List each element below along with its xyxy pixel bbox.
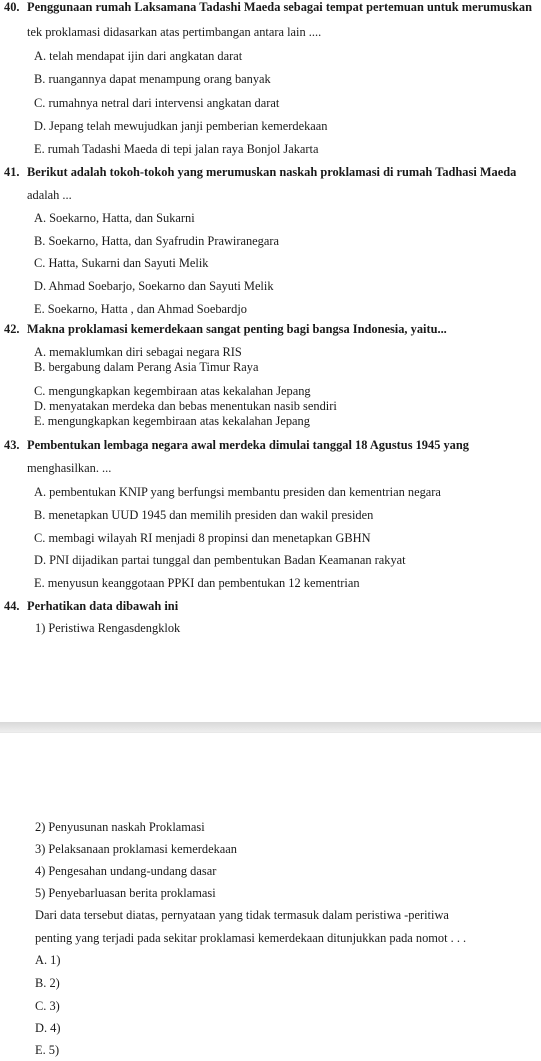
data-item: 2) Penyusunan naskah Proklamasi [35,820,205,834]
question-number: 43. [4,438,20,452]
option-b[interactable]: B. menetapkan UUD 1945 dan memilih presiden dan wakil presiden [34,508,374,522]
option-b[interactable]: B. 2) [35,976,60,990]
question-number: 41. [4,165,20,179]
option-c[interactable]: C. 3) [35,999,60,1013]
option-a[interactable]: A. 1) [35,953,61,967]
option-a[interactable]: A. pembentukan KNIP yang berfungsi membantu presiden dan kementrian negara [34,485,441,499]
option-b[interactable]: B. ruangannya dapat menampung orang banyak [34,72,271,86]
question-text: Makna proklamasi kemerdekaan sangat penting bagi bangsa Indonesia, yaitu... [27,322,447,336]
question-number: 40. [4,0,20,14]
option-a[interactable]: A. memaklumkan diri sebagai negara RIS [34,345,242,359]
option-a[interactable]: A. Soekarno, Hatta, dan Sukarni [34,211,195,225]
option-b[interactable]: B. bergabung dalam Perang Asia Timur Raya [34,360,259,374]
question-number: 44. [4,599,20,613]
question-number: 42. [4,322,20,336]
option-d[interactable]: D. Ahmad Soebarjo, Soekarno dan Sayuti Melik [34,279,274,293]
option-c[interactable]: C. rumahnya netral dari intervensi angkatan darat [34,96,280,110]
question-text: Penggunaan rumah Laksamana Tadashi Maeda sebagai tempat pertemuan untuk merumuskan [27,0,533,14]
option-c[interactable]: C. Hatta, Sukarni dan Sayuti Melik [34,256,209,270]
question-stem: penting yang terjadi pada sekitar proklamasi kemerdekaan ditunjukkan pada nomot . . . [35,931,467,945]
option-d[interactable]: D. Jepang telah mewujudkan janji pemberian kemerdekaan [34,119,328,133]
data-item: 5) Penyebarluasan berita proklamasi [35,886,216,900]
question-text: Pembentukan lembaga negara awal merdeka dimulai tanggal 18 Agustus 1945 yang [27,438,469,452]
question-text: Berikut adalah tokoh-tokoh yang merumuskan naskah proklamasi di rumah Tadhasi Maeda [27,165,517,179]
data-item: 1) Peristiwa Rengasdengklok [35,621,181,635]
option-c[interactable]: C. membagi wilayah RI menjadi 8 propinsi dan menetapkan GBHN [34,531,371,545]
option-e[interactable]: E. mengungkapkan kegembiraan atas kekalahan Jepang [34,414,310,428]
data-item: 4) Pengesahan undang-undang dasar [35,864,217,878]
option-b[interactable]: B. Soekarno, Hatta, dan Syafrudin Prawiranegara [34,234,279,248]
option-e[interactable]: E. Soekarno, Hatta , dan Ahmad Soebardjo [34,302,247,316]
option-a[interactable]: A. telah mendapat ijin dari angkatan darat [34,49,243,63]
question-stem: Dari data tersebut diatas, pernyataan yang tidak termasuk dalam peristiwa -peritiwa [35,908,449,922]
question-text: tek proklamasi didasarkan atas pertimbangan antara lain .... [27,25,322,39]
question-text: Perhatikan data dibawah ini [27,599,179,613]
option-c[interactable]: C. mengungkapkan kegembiraan atas kekalahan Jepang [34,384,311,398]
option-d[interactable]: D. PNI dijadikan partai tunggal dan pembentukan Badan Keamanan rakyat [34,553,406,567]
option-d[interactable]: D. menyatakan merdeka dan bebas menentukan nasib sendiri [34,399,337,413]
question-text: menghasilkan. ... [27,461,112,475]
option-d[interactable]: D. 4) [35,1021,61,1035]
page-break-divider [0,732,541,733]
data-item: 3) Pelaksanaan proklamasi kemerdekaan [35,842,237,856]
option-e[interactable]: E. 5) [35,1043,60,1057]
option-e[interactable]: E. menyusun keanggotaan PPKI dan pembentukan 12 kementrian [34,576,360,590]
option-e[interactable]: E. rumah Tadashi Maeda di tepi jalan raya Bonjol Jakarta [34,142,319,156]
page-break [0,722,541,732]
question-text: adalah ... [27,188,72,202]
